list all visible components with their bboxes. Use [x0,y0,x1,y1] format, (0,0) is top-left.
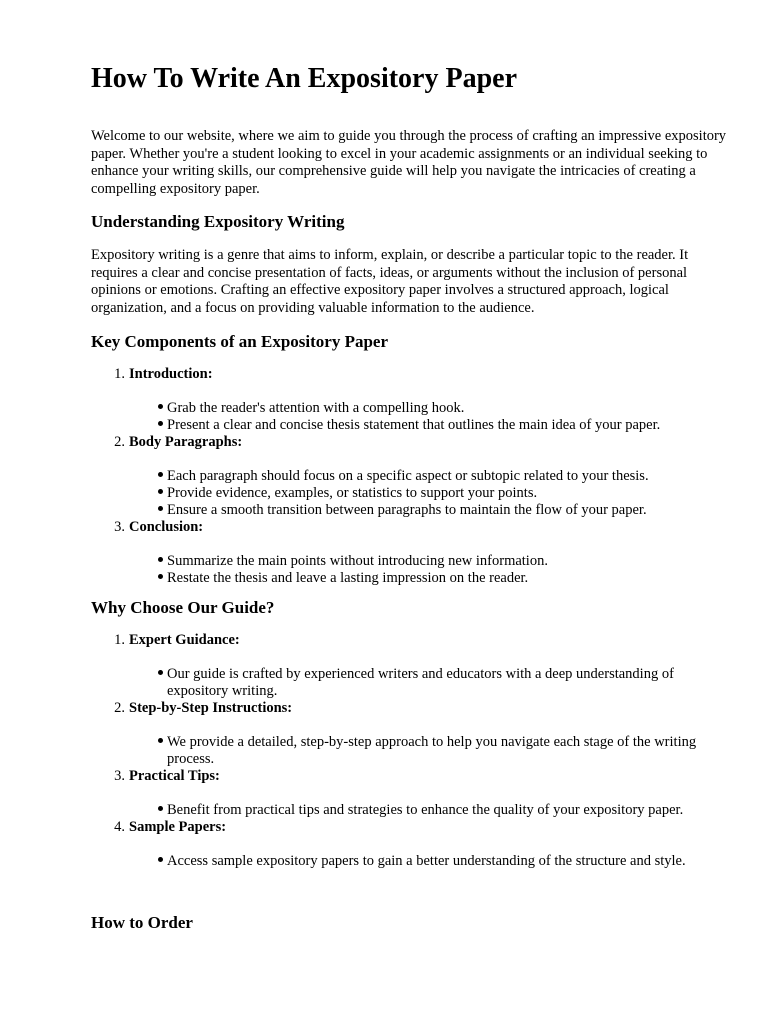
list-number: 2. [114,700,125,716]
key-components-list [114,366,729,587]
intro-paragraph-block [91,128,731,198]
section-why-heading-block [91,597,731,619]
section-how-to-order-heading-block [91,912,731,934]
list-item [114,768,729,819]
bullet-icon [158,574,163,579]
list-number: 1. [114,366,125,382]
list-number: 2. [114,434,125,450]
list-item [114,519,729,587]
page-title: How To Write An Expository Paper [91,63,518,94]
bullet-item: Each paragraph should focus on a specific aspect or subtopic related to your thesis. [129,468,697,485]
bullet-item: Ensure a smooth transition between paragraphs to maintain the flow of your paper. [129,502,697,519]
bullet-icon [158,506,163,511]
bullet-item: We provide a detailed, step-by-step approach to help you navigate each stage of the writing process. [129,734,697,768]
list-item-title: Expert Guidance: [129,632,240,648]
list-item-title: Practical Tips: [129,768,220,784]
section-heading-how-to-order: How to Order [91,913,193,932]
bullet-icon [158,421,163,426]
list-item-title: Step-by-Step Instructions: [129,700,293,716]
understanding-paragraph: Expository writing is a genre that aims to inform, explain, or describe a particular topic to the reader. It requires a clear and concise presentation of facts, ideas, or arguments without the inclusion of personal opinions or emotions. Crafting an effective expository paper involves a structured approach, logical organization, and a focus on providing valuable information to the audience. [91,247,689,316]
bullet-item: Benefit from practical tips and strategies to enhance the quality of your expository paper. [129,802,697,819]
section-heading-why-choose: Why Choose Our Guide? [91,598,275,617]
list-item [114,632,729,700]
bullet-item: Our guide is crafted by experienced writers and educators with a deep understanding of expository writing. [129,666,697,700]
section-heading-understanding: Understanding Expository Writing [91,212,345,231]
list-number: 1. [114,632,125,648]
bullet-icon [158,557,163,562]
list-item [114,366,729,434]
section-understanding-body [91,247,731,317]
list-item-title: Conclusion: [129,519,204,535]
section-understanding [91,211,731,233]
bullet-item: Access sample expository papers to gain a better understanding of the structure and style. [129,853,697,870]
bullet-icon [158,806,163,811]
bullet-item: Provide evidence, examples, or statistics to support your points. [129,485,697,502]
section-key-components-heading-block [91,331,731,353]
bullet-icon [158,404,163,409]
list-item [114,819,729,870]
bullet-item: Restate the thesis and leave a lasting impression on the reader. [129,570,697,587]
bullet-item: Summarize the main points without introducing new information. [129,553,697,570]
why-choose-list [114,632,729,870]
list-number: 3. [114,519,125,535]
bullet-icon [158,857,163,862]
bullet-icon [158,738,163,743]
list-item-title: Introduction: [129,366,213,382]
bullet-icon [158,489,163,494]
list-item-title: Body Paragraphs: [129,434,243,450]
bullet-item: Grab the reader's attention with a compelling hook. [129,400,697,417]
list-item-title: Sample Papers: [129,819,227,835]
bullet-item: Present a clear and concise thesis statement that outlines the main idea of your paper. [129,417,697,434]
bullet-icon [158,670,163,675]
bullet-icon [158,472,163,477]
list-number: 4. [114,819,125,835]
list-item [114,434,729,519]
list-number: 3. [114,768,125,784]
list-item [114,700,729,768]
section-heading-key-components: Key Components of an Expository Paper [91,332,389,351]
intro-paragraph: Welcome to our website, where we aim to guide you through the process of crafting an impressive expository paper. Whether you're a student looking to excel in your academic assignments or an individual seeking to enhance your writing skills, our comprehensive guide will help you navigate the intricacies of creating a compelling expository paper. [91,128,727,197]
